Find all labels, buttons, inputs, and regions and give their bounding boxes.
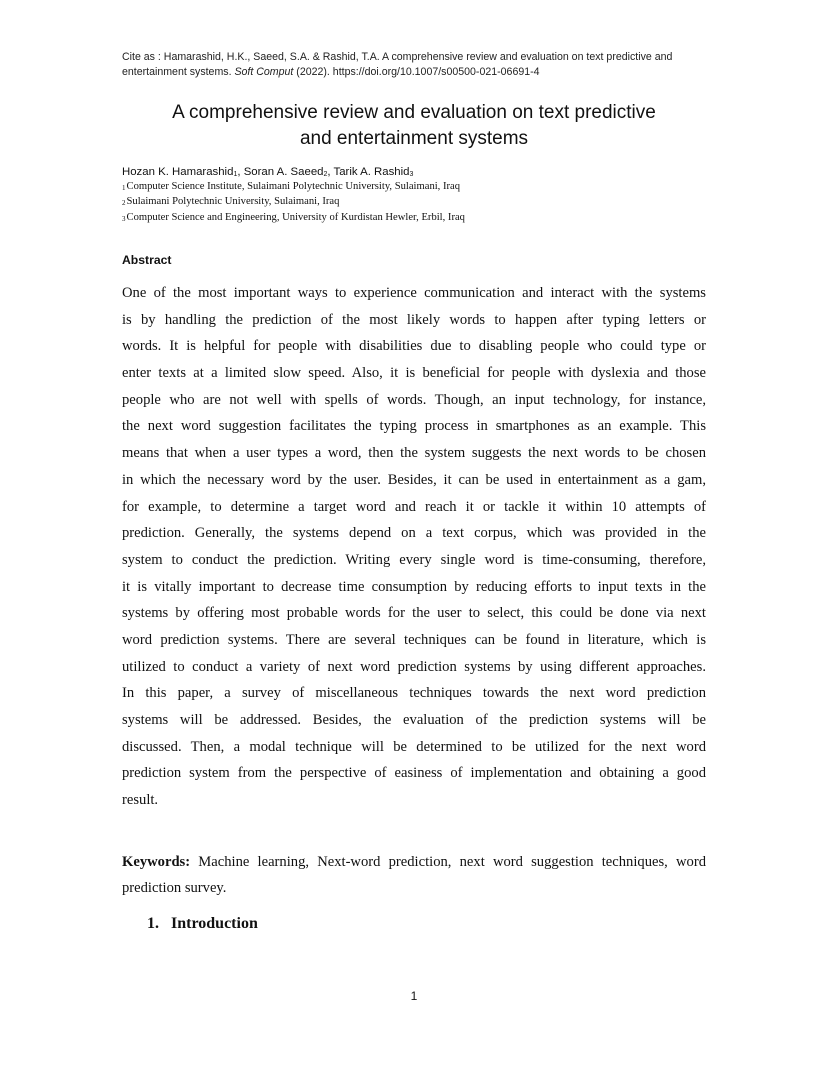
citation-prefix: entertainment systems. [122, 66, 235, 78]
section-number: 1. [147, 915, 159, 932]
author-name: Tarik A. Rashid [333, 166, 410, 178]
citation-line-1: Cite as : Hamarashid, H.K., Saeed, S.A. & Rashid, T.A. A comprehensive review and evaluation on text predictive and [122, 51, 673, 63]
keywords-label: Keywords: [122, 854, 191, 870]
author-separator: , [327, 166, 334, 178]
keywords-line-2: prediction survey. [122, 880, 227, 897]
author-mark: 2 [323, 171, 328, 178]
abstract-line: means that when a user types a word, then the system suggests the next words to be chosen [122, 445, 706, 462]
citation [122, 50, 702, 80]
author-mark: 1 [233, 171, 238, 178]
affiliation-mark: 2 [122, 199, 126, 208]
author [122, 166, 244, 178]
keywords-line-1 [122, 849, 706, 875]
abstract-line: system to conduct the prediction. Writing every single word is time-consuming, therefore, [122, 551, 706, 568]
section-heading-introduction [147, 913, 258, 935]
affiliation [122, 195, 465, 210]
affiliation [122, 180, 465, 195]
section-title: Introduction [171, 915, 258, 932]
affiliation-mark: 1 [122, 184, 126, 192]
abstract-line: In this paper, a survey of miscellaneous techniques towards the next word prediction [122, 685, 706, 702]
abstract-line: people who are not well with spells of words. Though, an input technology, for instance, [122, 391, 706, 408]
abstract-line: it is vitally important to decrease time consumption by reducing efforts to input texts in the [122, 578, 706, 595]
abstract-body [122, 280, 706, 814]
affiliation-mark: 3 [122, 214, 126, 223]
keywords-text: Machine learning, Next-word prediction, next word suggestion techniques, word [190, 854, 706, 870]
abstract-line: utilized to conduct a variety of next word prediction systems by using different approaches. [122, 658, 706, 675]
keywords [122, 849, 706, 901]
author [334, 166, 414, 178]
abstract-line: prediction. Generally, the systems depend on a text corpus, which was provided in the [122, 525, 706, 542]
abstract-line: systems will be addressed. Besides, the evaluation of the prediction systems will be [122, 712, 706, 728]
title-line-1: A comprehensive review and evaluation on text predictive [172, 102, 656, 123]
paper-title [100, 100, 728, 152]
affiliation-text: Sulaimani Polytechnic University, Sulaimani, Iraq [126, 196, 340, 208]
abstract-line: enter texts at a limited slow speed. Also, it is beneficial for people with dyslexia and those [122, 365, 706, 382]
author-name: Hozan K. Hamarashid [122, 166, 234, 178]
author-mark: 3 [409, 171, 414, 178]
author-name: Soran A. Saeed [243, 166, 324, 178]
abstract-line: systems by offering most probable words for the user to select, this could be done via next [122, 605, 706, 622]
citation-suffix: (2022). https://doi.org/10.1007/s00500-021-06691-4 [293, 66, 540, 78]
abstract-line: words. It is helpful for people with disabilities due to disabling people who could type or [122, 338, 706, 355]
citation-journal: Soft Comput [234, 66, 294, 78]
abstract-line: result. [122, 792, 159, 809]
title-line-2: and entertainment systems [299, 128, 529, 149]
abstract-line: One of the most important ways to experience communication and interact with the systems [122, 285, 706, 301]
abstract-line: the next word suggestion facilitates the typing process in smartphones as an example. This [122, 418, 706, 435]
abstract-line: prediction system from the perspective of easiness of implementation and obtaining a good [122, 765, 706, 782]
citation-line-2 [122, 65, 702, 80]
affiliation-text: Computer Science and Engineering, University of Kurdistan Hewler, Erbil, Iraq [126, 211, 465, 223]
abstract-line: for example, to determine a target word and reach it or tackle it within 10 attempts of [122, 498, 706, 515]
author [244, 166, 334, 178]
affiliation-list [122, 180, 465, 226]
author-separator: , [237, 166, 244, 178]
page-number: 1 [410, 989, 418, 1003]
abstract-line: word prediction systems. There are several techniques can be found in literature, which is [122, 631, 706, 648]
abstract-line: is by handling the prediction of the most likely words to happen after typing letters or [122, 311, 706, 328]
abstract-line: in which the necessary word by the user. Besides, it can be used in entertainment as a gam, [122, 471, 706, 488]
abstract-heading: Abstract [122, 253, 172, 267]
affiliation-text: Computer Science Institute, Sulaimani Polytechnic University, Sulaimani, Iraq [126, 181, 461, 192]
abstract-line: discussed. Then, a modal technique will be determined to be utilized for the next word [122, 738, 706, 755]
affiliation [122, 211, 465, 226]
